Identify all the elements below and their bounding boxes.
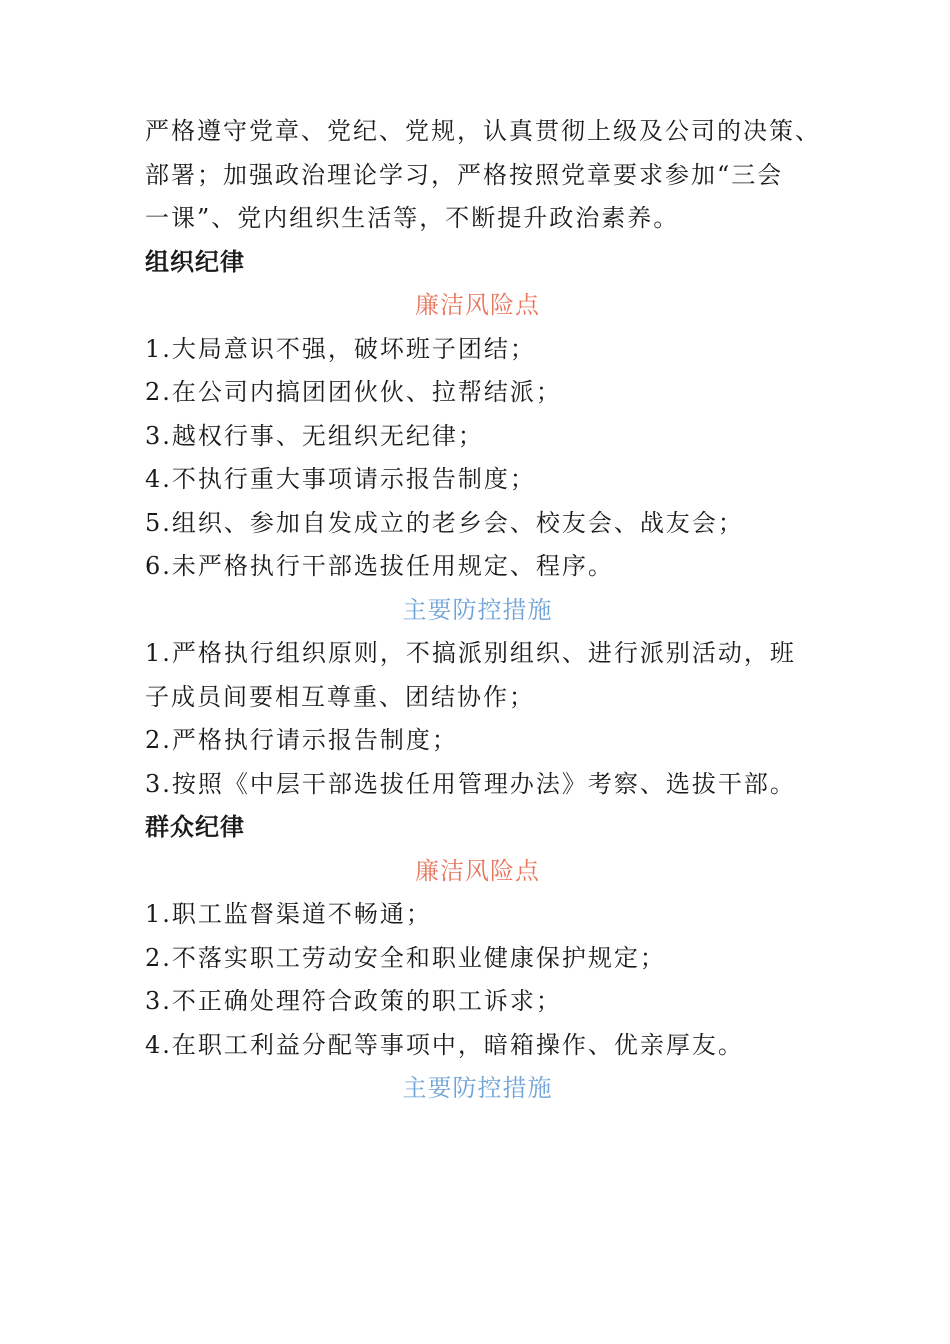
mass-risk-item: 1.职工监督渠道不畅通； (145, 900, 432, 928)
intro-line: 一课”、党内组织生活等，不断提升政治素养。 (145, 204, 680, 232)
org-risk-heading: 廉洁风险点 (415, 291, 540, 319)
mass-risk-heading: 廉洁风险点 (415, 856, 540, 885)
mass-risk-item: 4.在职工利益分配等事项中，暗箱操作、优亲厚友。 (145, 1030, 744, 1059)
org-risk-item: 1.大局意识不强，破坏班子团结； (145, 334, 536, 363)
org-risk-item: 3.越权行事、无组织无纪律； (145, 421, 484, 450)
org-measure-heading: 主要防控措施 (402, 595, 553, 624)
section-title-org: 组织纪律 (145, 247, 245, 276)
org-measure-item: 3.按照《中层干部选拔任用管理办法》考察、选拔干部。 (145, 769, 796, 798)
intro-line: 严格遵守党章、党纪、党规，认真贯彻上级及公司的决策、 (145, 117, 821, 145)
org-measure-item: 2.严格执行请示报告制度； (145, 726, 458, 754)
section-title-mass: 群众纪律 (145, 813, 245, 841)
org-risk-item: 2.在公司内搞团团伙伙、拉帮结派； (145, 378, 562, 406)
org-risk-item: 6.未严格执行干部选拔任用规定、程序。 (145, 552, 614, 580)
org-measure-item: 子成员间要相互尊重、团结协作； (145, 682, 535, 711)
mass-measure-heading: 主要防控措施 (402, 1074, 553, 1102)
org-risk-item: 5.组织、参加自发成立的老乡会、校友会、战友会； (145, 508, 744, 537)
mass-risk-item: 2.不落实职工劳动安全和职业健康保护规定； (145, 943, 666, 972)
document-page (145, 110, 821, 1111)
org-measure-item: 1.严格执行组织原则，不搞派别组织、进行派别活动，班 (145, 639, 796, 667)
mass-risk-item: 3.不正确处理符合政策的职工诉求； (145, 987, 562, 1015)
org-risk-item: 4.不执行重大事项请示报告制度； (145, 465, 536, 493)
intro-line: 部署；加强政治理论学习，严格按照党章要求参加“三会 (145, 160, 784, 189)
